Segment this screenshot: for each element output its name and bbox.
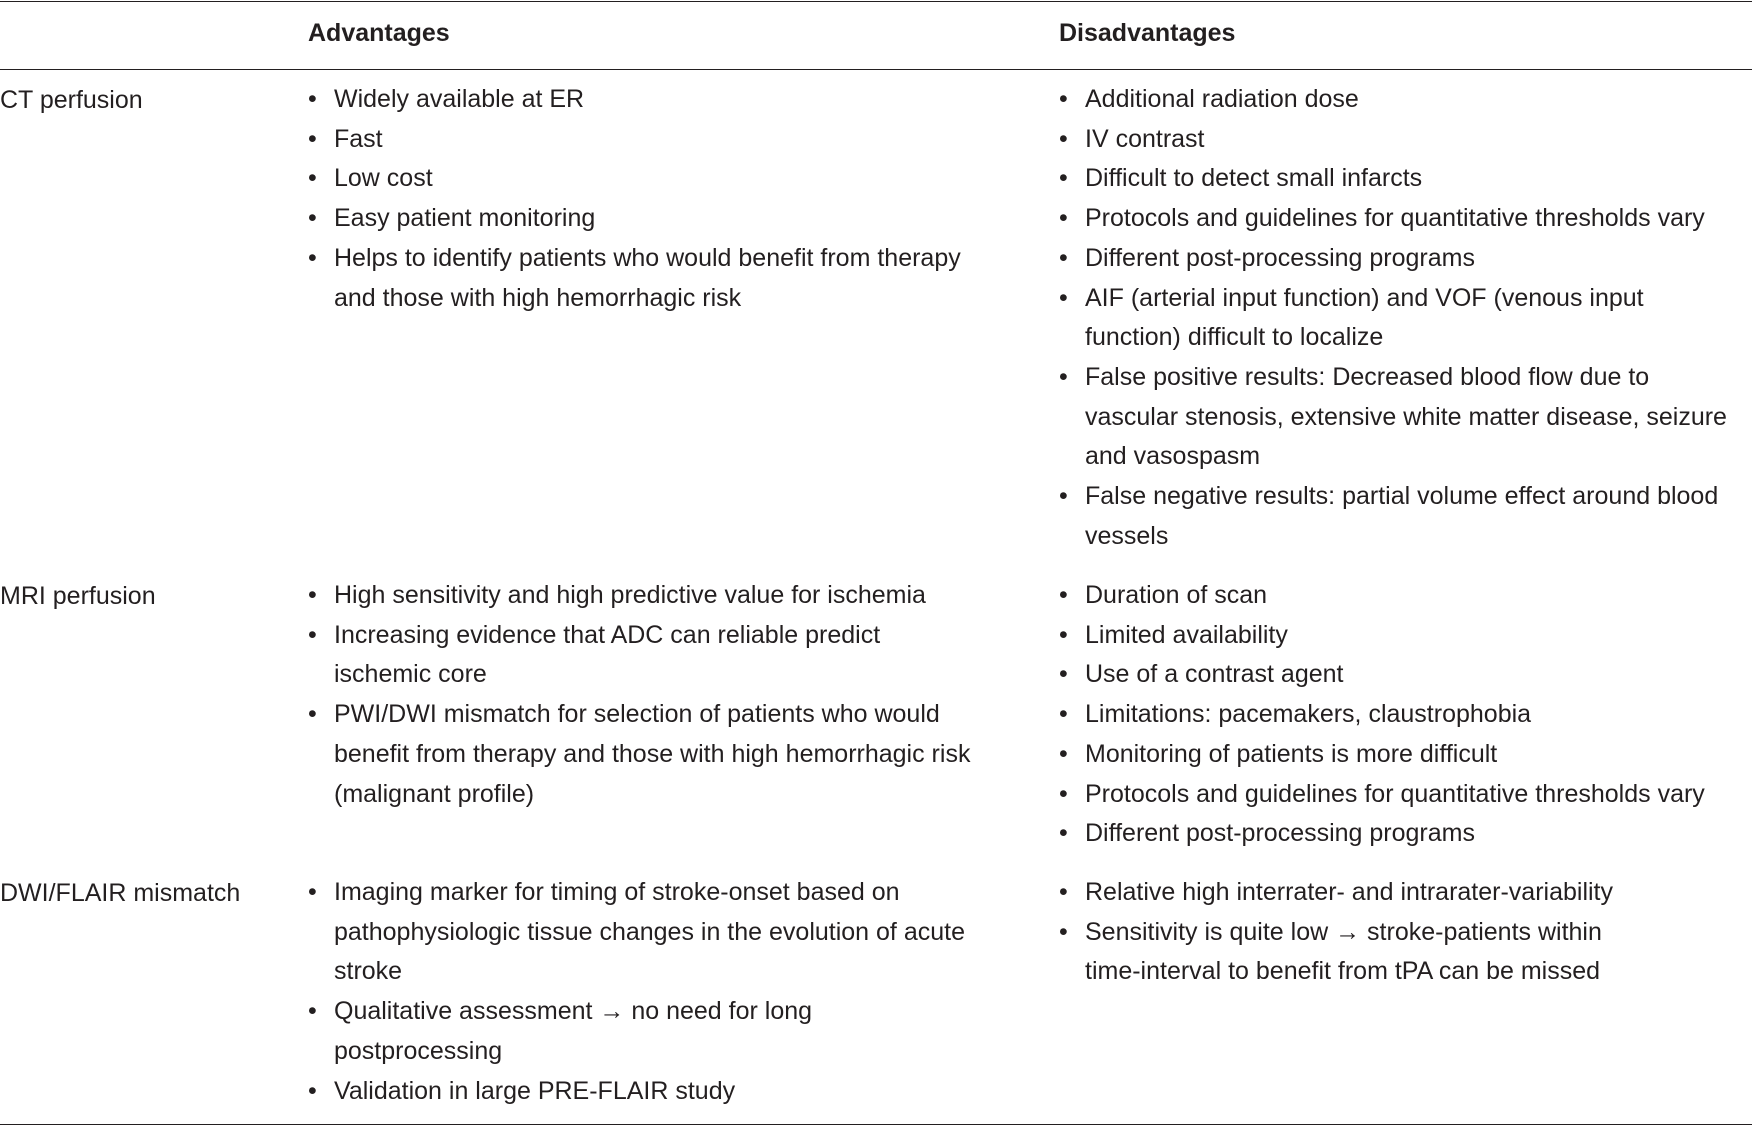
top-rule — [0, 1, 1752, 2]
list-item: • Increasing evidence that ADC can reliable predict ischemic core — [308, 616, 1028, 695]
list-item: • AIF (arterial input function) and VOF (venous input function) difficult to localize — [1059, 279, 1752, 358]
list-item: • Different post-processing programs — [1059, 239, 1752, 279]
list-item: • Widely available at ER — [308, 80, 1028, 120]
row-label-mri-perfusion: MRI perfusion — [0, 582, 156, 610]
list-item: • Use of a contrast agent — [1059, 655, 1752, 695]
bullet-icon: • — [1059, 739, 1068, 768]
bullet-icon: • — [1059, 779, 1068, 808]
list-item: • False positive results: Decreased blood flow due to vascular stenosis, extensive white matter disease, seizure and vasospasm — [1059, 358, 1752, 477]
mri-disadvantages-list — [1059, 576, 1752, 854]
list-item: • Validation in large PRE-FLAIR study — [308, 1072, 1028, 1112]
list-item: • Helps to identify patients who would benefit from therapy and those with high hemorrhagic risk — [308, 239, 1028, 318]
list-item: • PWI/DWI mismatch for selection of patients who would benefit from therapy and those with high hemorrhagic risk (malignant profile) — [308, 695, 1028, 814]
bullet-icon: • — [308, 620, 317, 649]
list-item: • Limitations: pacemakers, claustrophobia — [1059, 695, 1752, 735]
dwi-flair-disadvantages-list — [1059, 873, 1752, 992]
list-item: • Duration of scan — [1059, 576, 1752, 616]
mri-advantages-list — [308, 576, 1028, 814]
bullet-icon: • — [308, 164, 317, 193]
bullet-icon: • — [1059, 124, 1068, 153]
bullet-icon: • — [308, 124, 317, 153]
bullet-icon: • — [1059, 164, 1068, 193]
bullet-icon: • — [1059, 362, 1068, 391]
bullet-icon: • — [1059, 700, 1068, 729]
list-item: • Different post-processing programs — [1059, 814, 1752, 854]
bullet-icon: • — [308, 1076, 317, 1105]
bullet-icon: • — [308, 997, 317, 1026]
header-advantages: Advantages — [308, 19, 450, 47]
list-item: • Relative high interrater- and intrarater-variability — [1059, 873, 1752, 913]
bullet-icon: • — [1059, 620, 1068, 649]
list-item: • Difficult to detect small infarcts — [1059, 159, 1752, 199]
bottom-rule — [0, 1124, 1752, 1125]
list-item: • Monitoring of patients is more difficult — [1059, 735, 1752, 775]
bullet-icon: • — [1059, 85, 1068, 113]
row-label-ct-perfusion: CT perfusion — [0, 86, 143, 114]
bullet-icon: • — [308, 878, 317, 906]
ct-disadvantages-list — [1059, 80, 1752, 556]
dwi-flair-advantages-list — [308, 873, 1028, 1111]
bullet-icon: • — [308, 204, 317, 233]
bullet-icon: • — [308, 85, 317, 113]
list-item: • IV contrast — [1059, 120, 1752, 160]
header-rule — [0, 69, 1752, 70]
list-item: • Protocols and guidelines for quantitative thresholds vary — [1059, 199, 1752, 239]
list-item: • False negative results: partial volume effect around blood vessels — [1059, 477, 1752, 556]
list-item: • Sensitivity is quite low → stroke-patients within time-interval to benefit from tPA can be missed — [1059, 913, 1752, 992]
bullet-icon: • — [308, 700, 317, 729]
bullet-icon: • — [308, 243, 317, 272]
bullet-icon: • — [1059, 243, 1068, 272]
list-item: • Low cost — [308, 159, 1028, 199]
bullet-icon: • — [1059, 917, 1068, 946]
bullet-icon: • — [1059, 283, 1068, 312]
list-item: • Limited availability — [1059, 616, 1752, 656]
list-item: • Additional radiation dose — [1059, 80, 1752, 120]
bullet-icon: • — [1059, 878, 1068, 906]
list-item: • Qualitative assessment → no need for long postprocessing — [308, 992, 1028, 1071]
bullet-icon: • — [1059, 660, 1068, 689]
list-item: • Protocols and guidelines for quantitative thresholds vary — [1059, 775, 1752, 815]
ct-advantages-list — [308, 80, 1028, 318]
list-item: • Imaging marker for timing of stroke-onset based on pathophysiologic tissue changes in the evolution of acute stroke — [308, 873, 1028, 992]
bullet-icon: • — [1059, 581, 1068, 609]
bullet-icon: • — [1059, 819, 1068, 848]
list-item: • Easy patient monitoring — [308, 199, 1028, 239]
list-item: • High sensitivity and high predictive value for ischemia — [308, 576, 1028, 616]
row-label-dwi-flair-mismatch: DWI/FLAIR mismatch — [0, 879, 241, 907]
bullet-icon: • — [308, 581, 317, 609]
bullet-icon: • — [1059, 204, 1068, 233]
bullet-icon: • — [1059, 482, 1068, 511]
list-item: • Fast — [308, 120, 1028, 160]
header-disadvantages: Disadvantages — [1059, 19, 1236, 47]
